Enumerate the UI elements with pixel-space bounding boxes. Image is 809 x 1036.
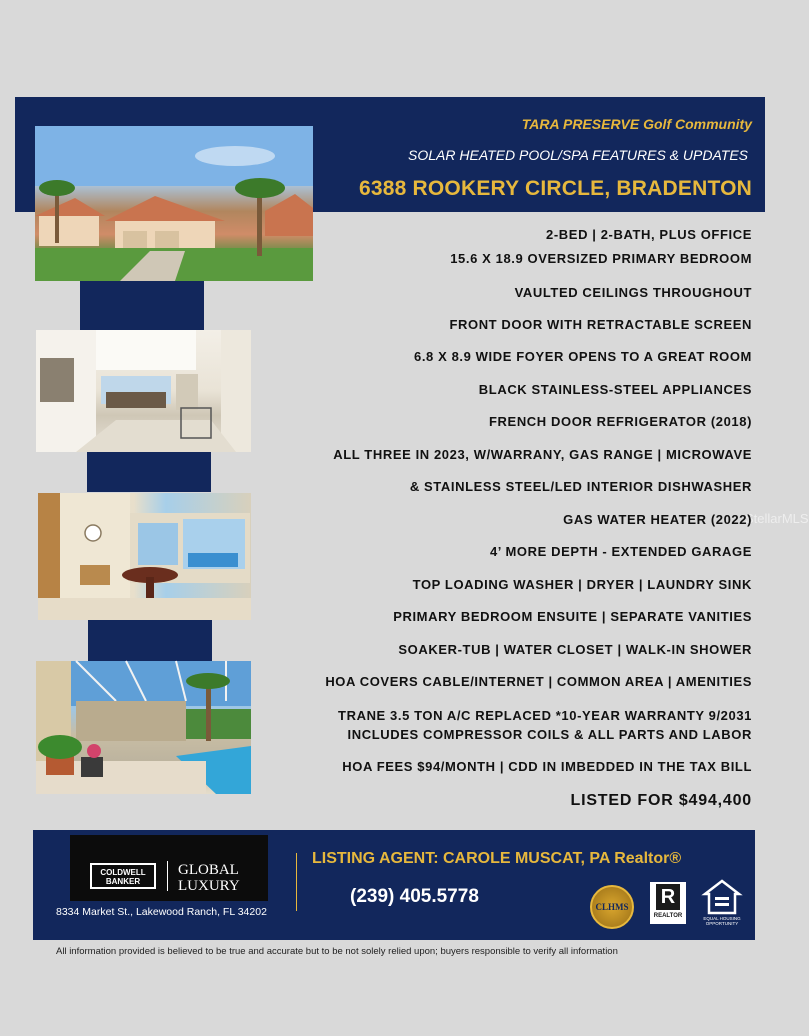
clhms-badge-icon <box>590 885 634 929</box>
equal-housing-icon <box>700 880 744 928</box>
accent-block <box>87 452 211 492</box>
feature-item: & STAINLESS STEEL/LED INTERIOR DISHWASHER <box>409 479 752 494</box>
clhms-badge-text: CLHMS <box>595 902 629 912</box>
disclaimer: All information provided is believed to be true and accurate but to be not solely relied upon; buyers responsible to verify all information <box>56 946 618 957</box>
community-tagline: TARA PRESERVE Golf Community <box>521 116 752 132</box>
realtor-r-icon: R <box>656 884 680 910</box>
dining-nook-photo <box>38 493 251 620</box>
feature-item: FRONT DOOR WITH RETRACTABLE SCREEN <box>449 317 752 332</box>
coldwell-banker-logo: COLDWELL BANKER <box>90 863 156 889</box>
global-luxury-logo: GLOBAL LUXURY <box>178 862 240 894</box>
pool-lanai-scene <box>36 661 251 794</box>
logo-divider <box>167 861 168 891</box>
mls-watermark: StellarMLS <box>745 511 809 526</box>
feature-item: TOP LOADING WASHER | DRYER | LAUNDRY SINK <box>412 577 752 592</box>
pool-subhead: SOLAR HEATED POOL/SPA FEATURES & UPDATES <box>408 147 748 163</box>
feature-item: HOA FEES $94/MONTH | CDD IN IMBEDDED IN THE TAX BILL <box>342 759 752 774</box>
feature-item: 4’ MORE DEPTH - EXTENDED GARAGE <box>489 544 752 559</box>
pool-lanai-photo <box>36 661 251 794</box>
feature-item: BLACK STAINLESS-STEEL APPLIANCES <box>478 382 752 397</box>
listing-price: LISTED FOR $494,400 <box>570 792 752 809</box>
accent-block <box>80 281 204 330</box>
listing-agent: LISTING AGENT: CAROLE MUSCAT, PA Realtor® <box>312 850 682 867</box>
feature-item: VAULTED CEILINGS THROUGHOUT <box>514 285 752 300</box>
exterior-scene <box>35 126 313 281</box>
feature-item: 2-BED | 2-BATH, PLUS OFFICE <box>546 227 752 242</box>
footer-divider <box>296 853 297 911</box>
realtor-badge-icon <box>650 882 686 924</box>
feature-item: FRENCH DOOR REFRIGERATOR (2018) <box>489 414 752 429</box>
feature-item: PRIMARY BEDROOM ENSUITE | SEPARATE VANITIES <box>393 609 752 624</box>
great-room-photo <box>36 330 251 452</box>
house-icon <box>704 880 740 914</box>
agent-phone: (239) 405.5778 <box>350 886 479 907</box>
equal-housing-text: EQUAL HOUSING OPPORTUNITY <box>703 916 741 926</box>
feature-item: 15.6 X 18.9 OVERSIZED PRIMARY BEDROOM <box>450 251 752 266</box>
exterior-photo <box>35 126 313 281</box>
feature-item: GAS WATER HEATER (2022) <box>563 512 752 527</box>
office-address: 8334 Market St., Lakewood Ranch, FL 34202 <box>56 906 267 918</box>
dining-nook-scene <box>38 493 251 620</box>
feature-item: SOAKER-TUB | WATER CLOSET | WALK-IN SHOWER <box>398 642 752 657</box>
brokerage-logo <box>70 835 268 901</box>
great-room-scene <box>36 330 251 452</box>
feature-item: ALL THREE IN 2023, W/WARRANY, GAS RANGE | MICROWAVE <box>333 447 752 462</box>
feature-item: INCLUDES COMPRESSOR COILS & ALL PARTS AND LABOR <box>347 727 752 742</box>
property-address: 6388 ROOKERY CIRCLE, BRADENTON <box>358 177 752 200</box>
realtor-badge-text: REALTOR <box>653 913 683 919</box>
accent-block <box>88 620 212 661</box>
feature-item: HOA COVERS CABLE/INTERNET | COMMON AREA | AMENITIES <box>325 674 752 689</box>
feature-item: 6.8 X 8.9 WIDE FOYER OPENS TO A GREAT ROOM <box>414 349 752 364</box>
feature-item: TRANE 3.5 TON A/C REPLACED *10-YEAR WARRANTY 9/2031 <box>338 708 752 723</box>
